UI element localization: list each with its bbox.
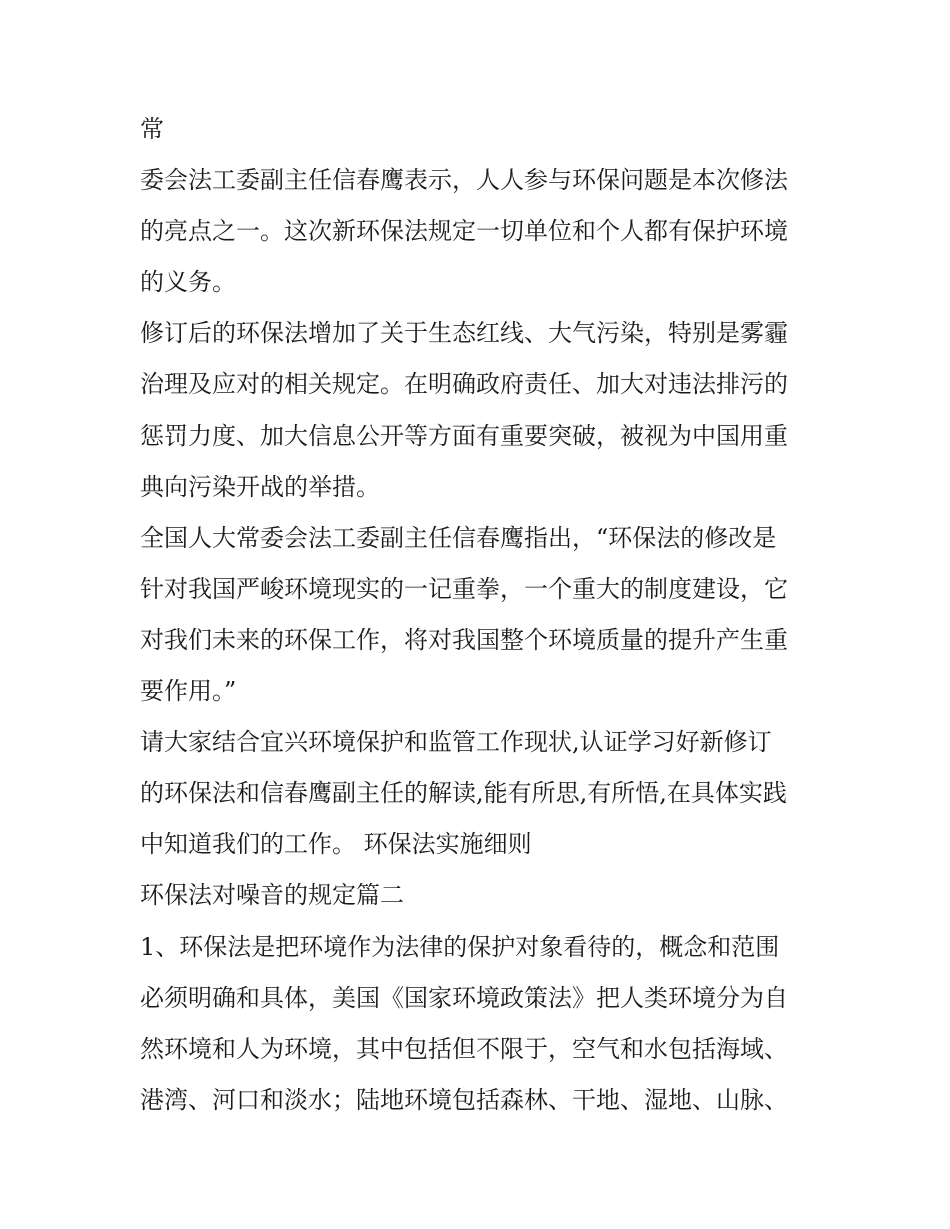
text-line: 环保法对噪音的规定篇二: [140, 881, 404, 910]
document-body: [140, 104, 812, 1126]
text-line: 针对我国严峻环境现实的一记重拳，一个重大的制度建设，它: [140, 574, 788, 603]
text-line: 1、环保法是把环境作为法律的保护对象看待的，概念和范围: [140, 932, 780, 961]
paragraph-2: [140, 155, 812, 308]
text-line: 委会法工委副主任信春鹰表示，人人参与环保问题是本次修法: [140, 166, 788, 195]
paragraph-5: [140, 717, 812, 870]
paragraph-7: [140, 922, 812, 1126]
text-line: 中知道我们的工作。 环保法实施细则: [140, 830, 532, 859]
section-heading: [140, 870, 812, 921]
text-line: 必须明确和具体，美国《国家环境政策法》把人类环境分为自: [140, 983, 788, 1012]
text-line: 惩罚力度、加大信息公开等方面有重要突破，被视为中国用重: [140, 421, 788, 450]
text-line: 的环保法和信春鹰副主任的解读,能有所思,有所悟,在具体实践: [140, 779, 787, 808]
paragraph-1: [140, 104, 812, 155]
text-line: 治理及应对的相关规定。在明确政府责任、加大对违法排污的: [140, 370, 788, 399]
text-line: 要作用。”: [140, 677, 237, 706]
text-line: 的亮点之一。这次新环保法规定一切单位和个人都有保护环境: [140, 217, 788, 246]
text-line: 的义务。: [140, 268, 236, 297]
paragraph-3: [140, 308, 812, 512]
text-line: 典向污染开战的举措。: [140, 472, 380, 501]
paragraph-4: [140, 513, 812, 717]
text-line: 请大家结合宜兴环境保护和监管工作现状,认证学习好新修订: [140, 728, 772, 757]
text-line: 全国人大常委会法工委副主任信春鹰指出，“环保法的修改是: [140, 523, 777, 552]
text-line: 港湾、河口和淡水；陆地环境包括森林、干地、湿地、山脉、: [140, 1085, 788, 1114]
text-line: 修订后的环保法增加了关于生态红线、大气污染，特别是雾霾: [140, 319, 788, 348]
text-line: 对我们未来的环保工作，将对我国整个环境质量的提升产生重: [140, 625, 788, 654]
text-line: 常: [140, 115, 164, 143]
text-line: 然环境和人为环境，其中包括但不限于，空气和水包括海域、: [140, 1034, 788, 1063]
